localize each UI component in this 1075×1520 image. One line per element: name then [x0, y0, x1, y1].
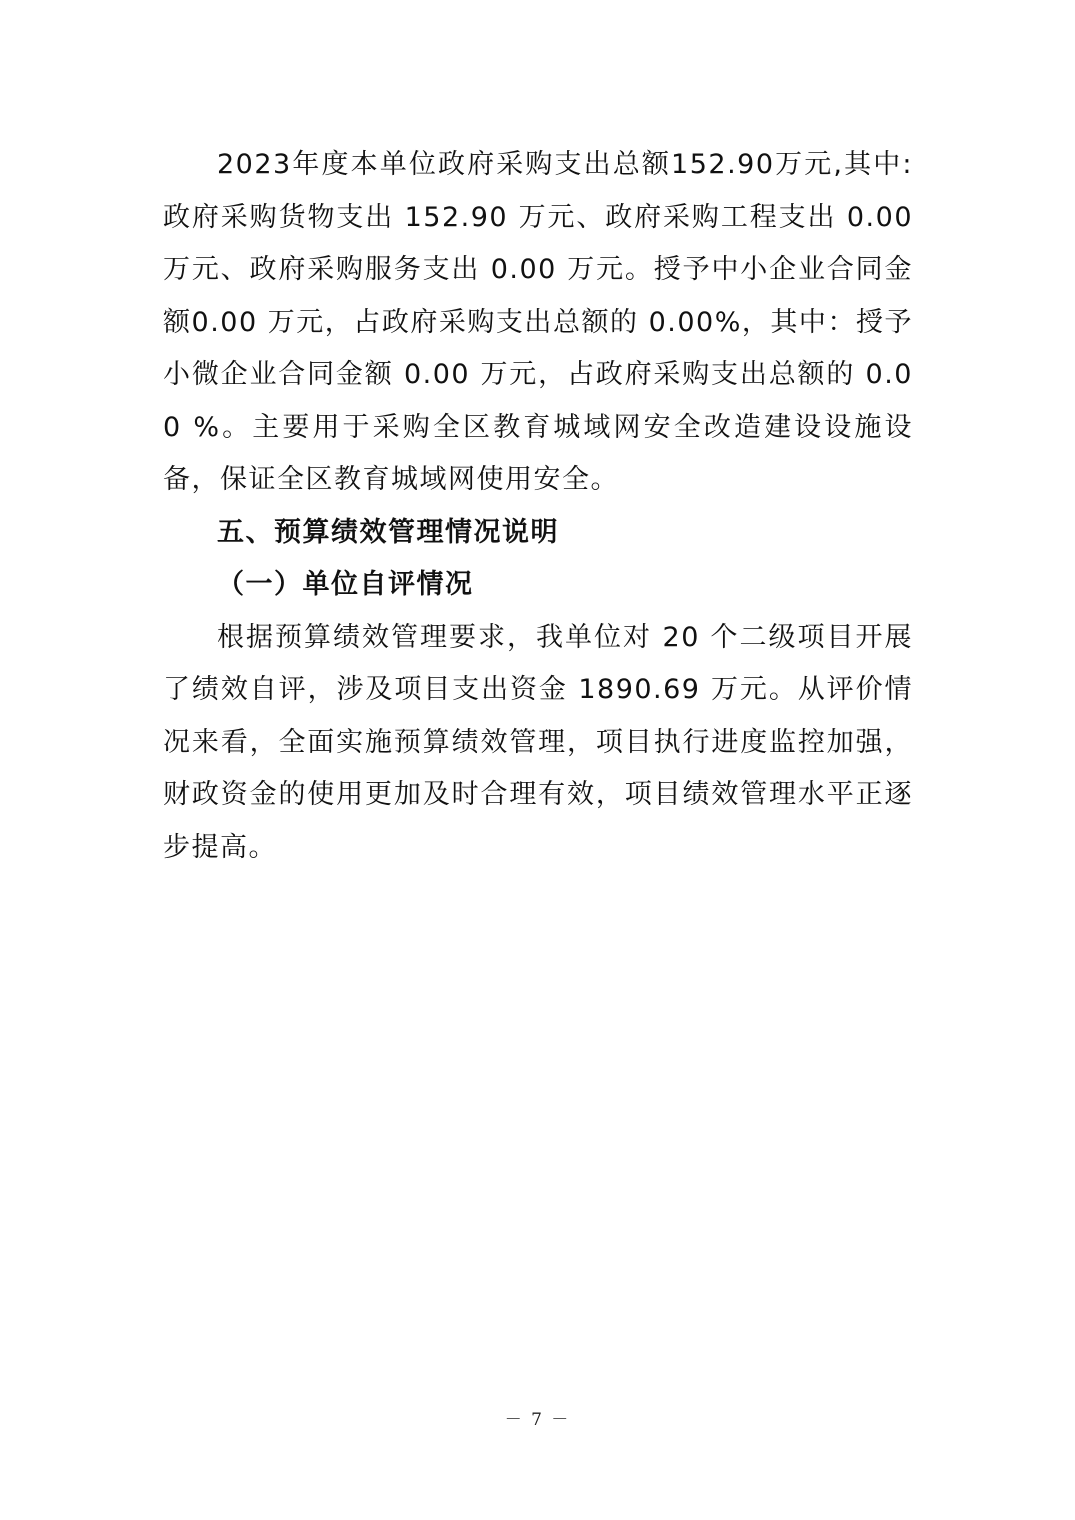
subsection-heading: （一）单位自评情况 [217, 569, 474, 600]
procurement-paragraph: 2023年度本单位政府采购支出总额152.90万元,其中:政府采购货物支出 152.90 万元、政府采购工程支出 0.00 万元、政府采购服务支出 0.00 万元。授予中小企业合同金额0.00 万元，占政府采购支出总额的 0.00%，其中：授予小微企业合同金额 0.00 万元，占政府采购支出总额的 0.00 %。主要用于采购全区教育城域网安全改造建设设施设备，保证全区教育城域网使用安全。 [163, 149, 913, 495]
page-number: － 7 － [504, 1410, 571, 1430]
section-heading: 五、预算绩效管理情况说明 [217, 516, 559, 548]
document-body [163, 139, 913, 874]
self-evaluation-paragraph: 根据预算绩效管理要求，我单位对 20 个二级项目开展了绩效自评，涉及项目支出资金 1890.69 万元。从评价情况来看，全面实施预算绩效管理，项目执行进度监控加强，财政资金的使用更加及时合理有效，项目绩效管理水平正逐步提高。 [163, 621, 913, 863]
